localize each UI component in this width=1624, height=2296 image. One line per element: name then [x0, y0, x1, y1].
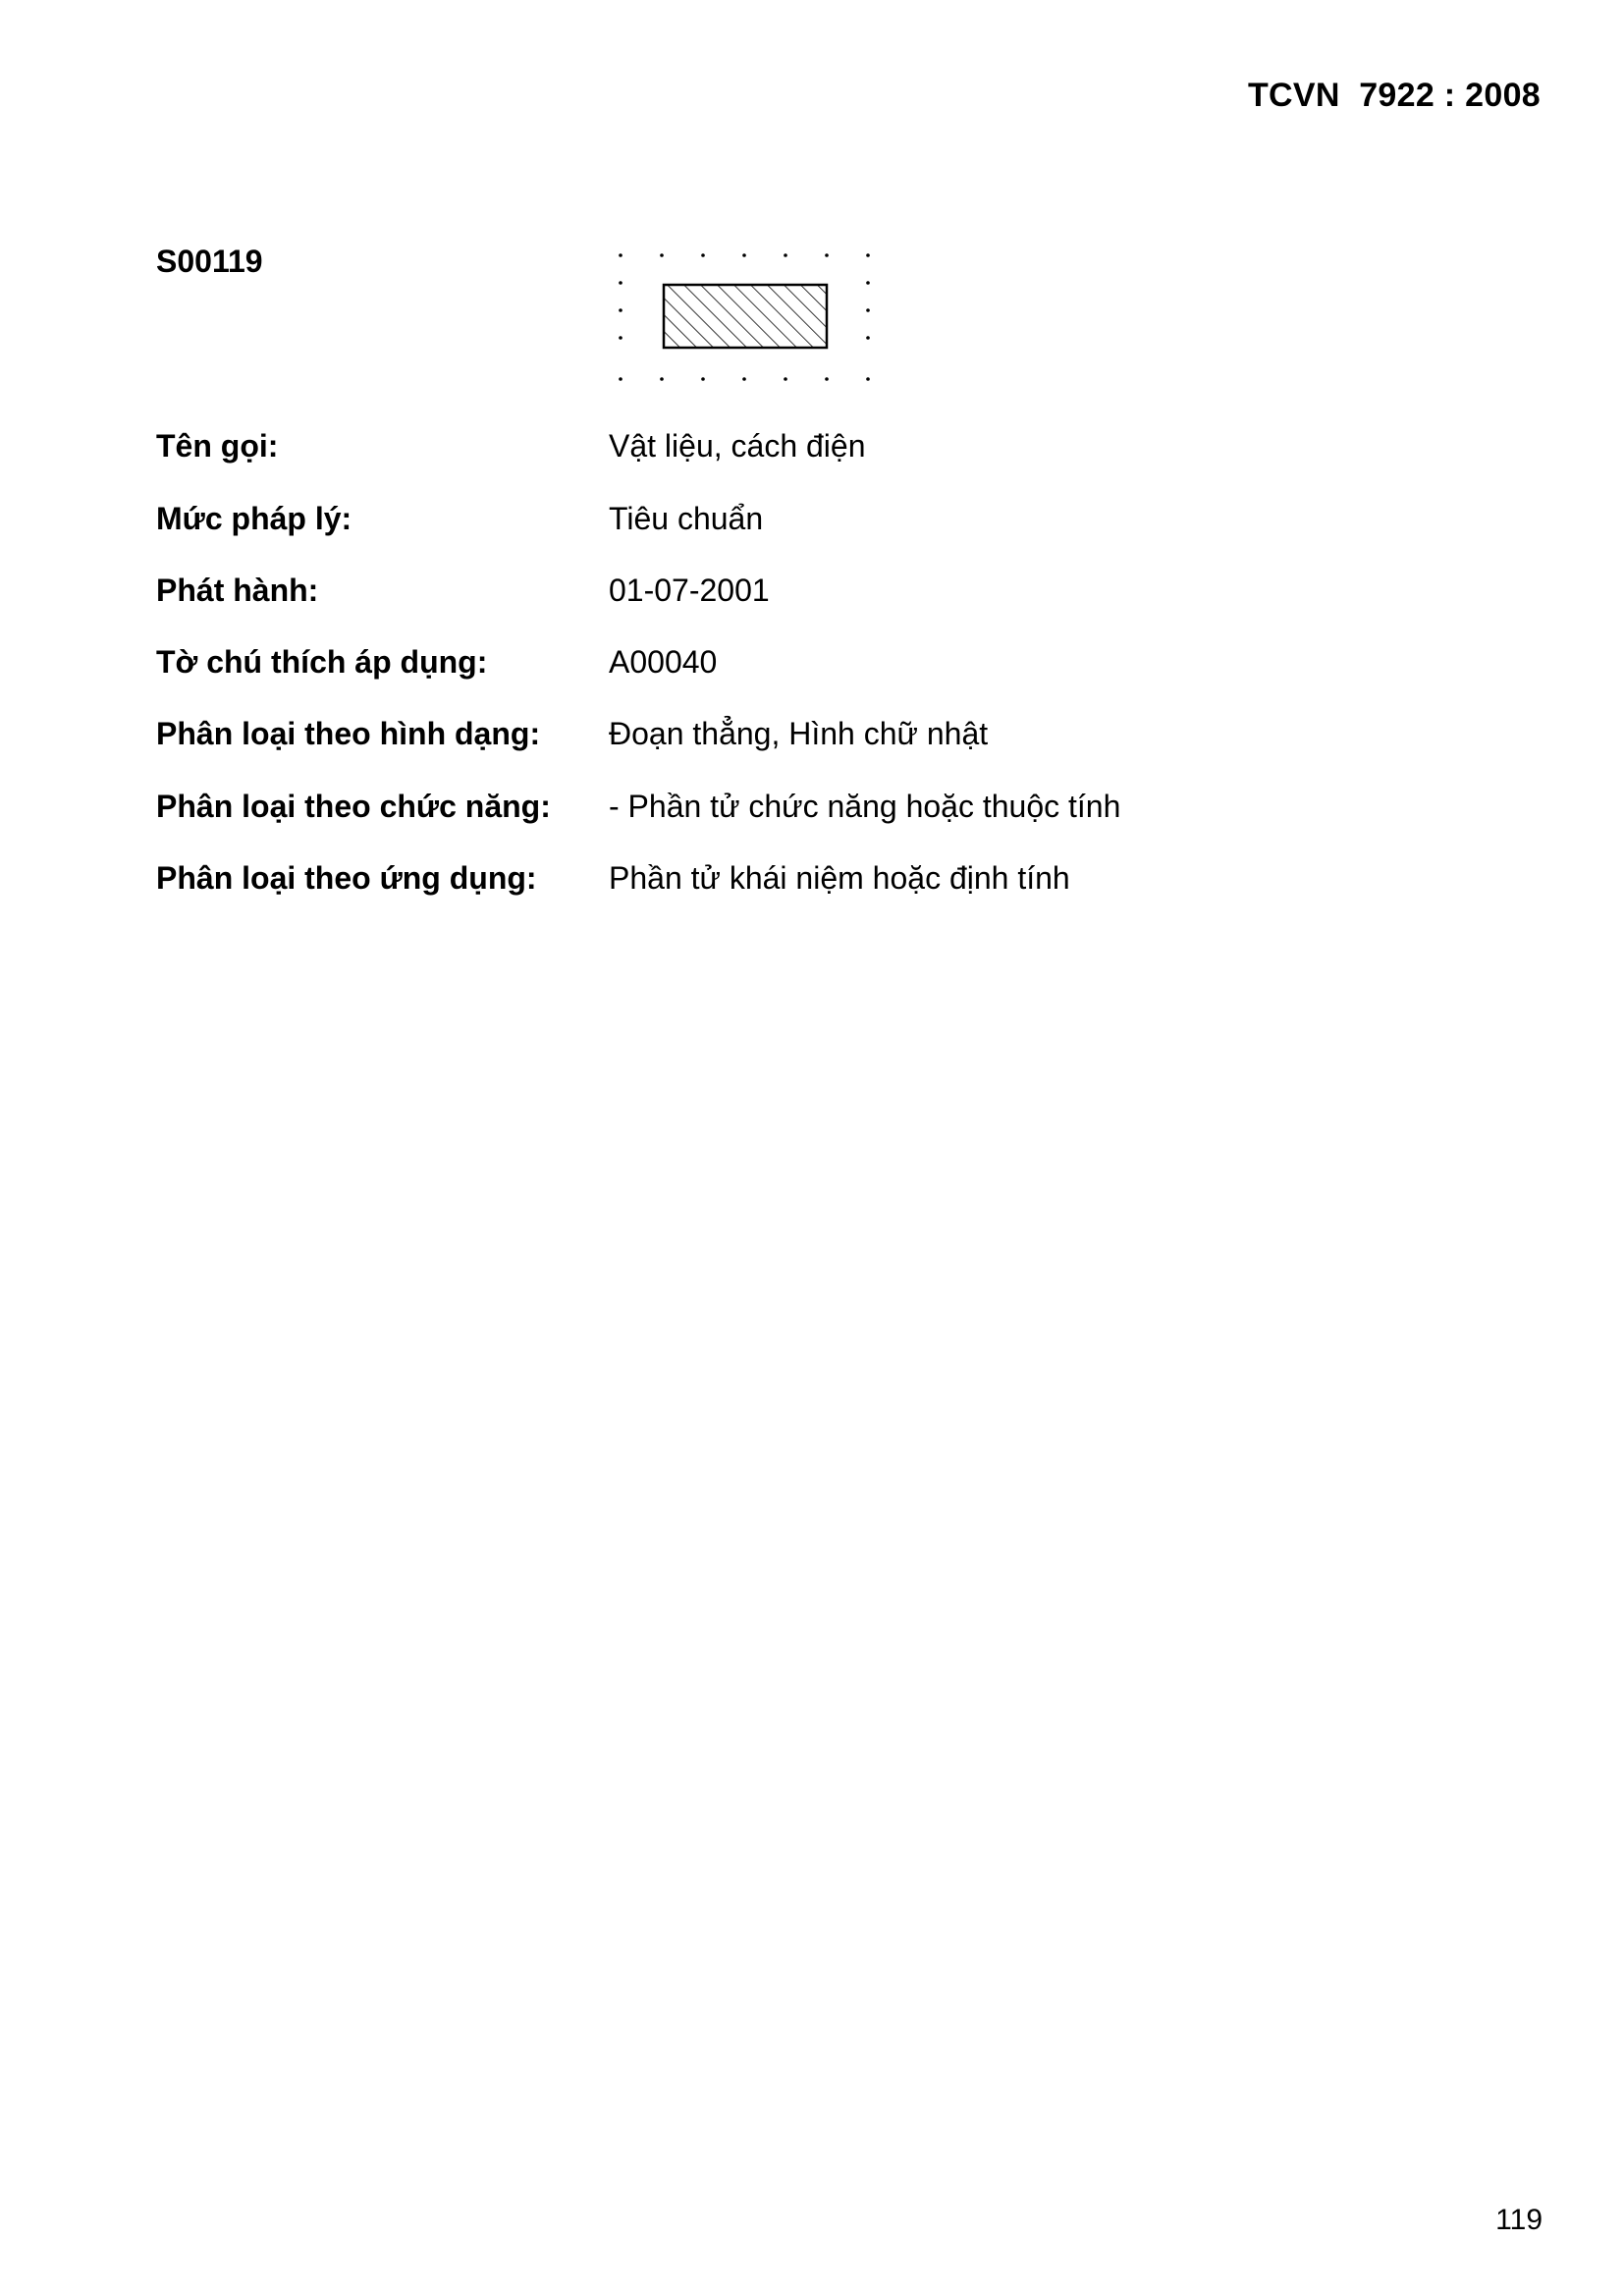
attribute-row-shape-class: [156, 716, 1433, 765]
attribute-row-name: [156, 428, 1433, 477]
standard-header: TCVN 7922 : 2008: [1247, 77, 1541, 114]
hatched-rectangle-icon: [609, 244, 884, 391]
attribute-row-legal-level: [156, 501, 1433, 550]
attribute-row-function-class: [156, 789, 1433, 838]
attribute-value: Đoạn thẳng, Hình chữ nhật: [609, 716, 989, 751]
attribute-label: Tên gọi:: [156, 428, 279, 464]
attribute-value: Phần tử khái niệm hoặc định tính: [609, 860, 1070, 896]
attribute-label: Phân loại theo ứng dụng:: [156, 860, 537, 896]
attribute-label: Phát hành:: [156, 573, 319, 608]
attribute-label: Phân loại theo hình dạng:: [156, 716, 541, 751]
attribute-row-applied-note: [156, 644, 1433, 693]
attribute-value: A00040: [609, 644, 718, 680]
symbol-code: S00119: [156, 244, 263, 279]
attribute-label: Phân loại theo chức năng:: [156, 789, 551, 824]
hatched-rectangle: [664, 285, 827, 348]
attribute-row-release-date: [156, 573, 1433, 622]
attribute-value: 01-07-2001: [609, 573, 770, 608]
attribute-label: Tờ chú thích áp dụng:: [156, 644, 488, 680]
attribute-row-application-class: [156, 860, 1433, 909]
attribute-value: Vật liệu, cách điện: [609, 428, 866, 464]
page-number: 119: [1495, 2204, 1543, 2236]
attribute-label: Mức pháp lý:: [156, 501, 352, 536]
attribute-value: Tiêu chuẩn: [609, 501, 764, 536]
attribute-value: - Phần tử chức năng hoặc thuộc tính: [609, 789, 1121, 824]
